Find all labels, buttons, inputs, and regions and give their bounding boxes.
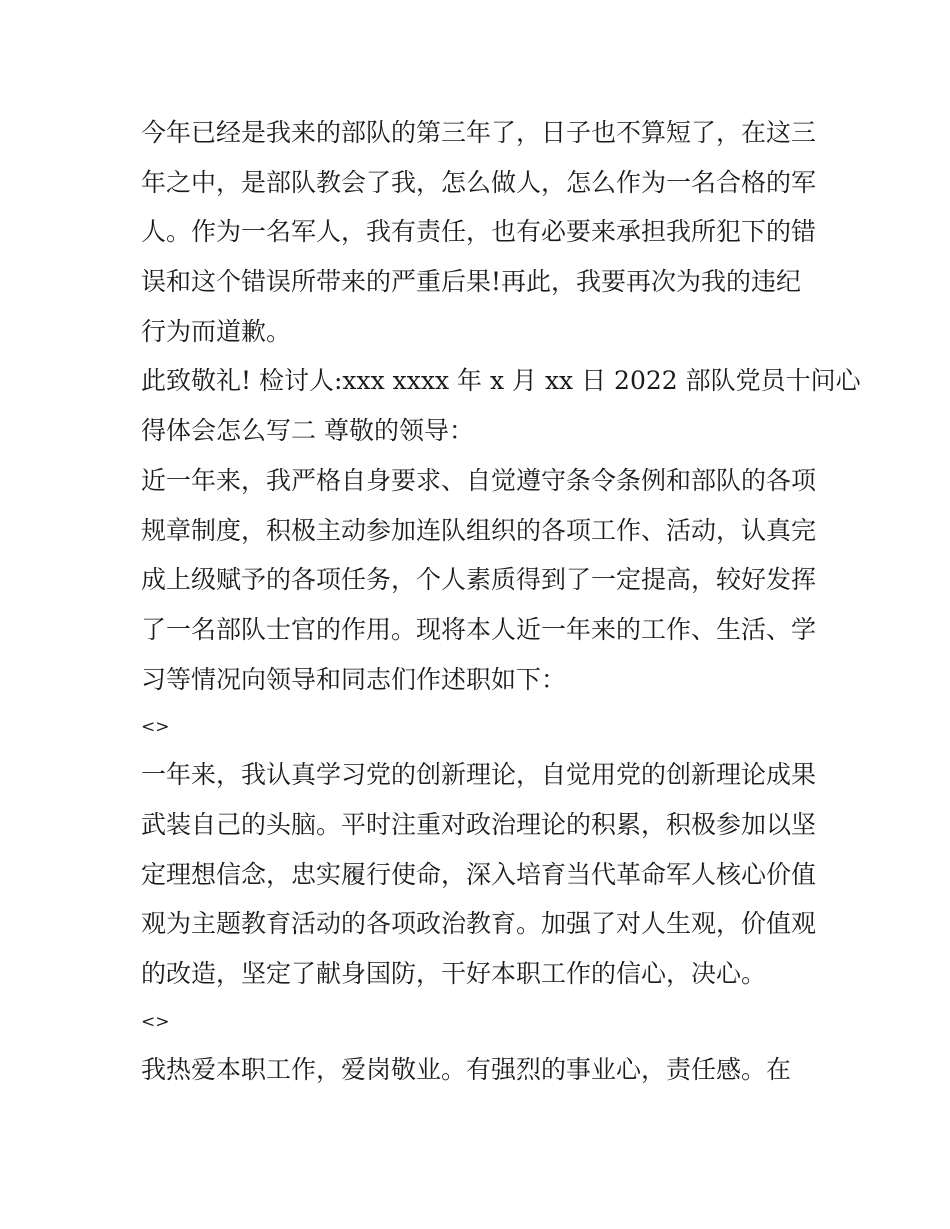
text-line: 武装自己的头脑。平时注重对政治理论的积累，积极参加以坚 [141,809,817,839]
text-line: 人。作为一名军人，我有责任，也有必要来承担我所犯下的错 [141,217,817,247]
text-line: 成上级赋予的各项任务，个人素质得到了一定提高，较好发挥 [141,565,817,595]
text-line: 误和这个错误所带来的严重后果!再此，我要再次为我的违纪 [141,267,802,297]
text-line: 规章制度，积极主动参加连队组织的各项工作、活动，认真完 [141,515,817,545]
text-line: 观为主题教育活动的各项政治教育。加强了对人生观，价值观 [141,909,817,939]
text-line: 此致敬礼! 检讨人:xxx xxxx 年 x 月 xx 日 2022 部队党员十问心 [141,366,861,396]
text-line: 近一年来，我严格自身要求、自觉遵守条令条例和部队的各项 [141,465,817,495]
text-line: 今年已经是我来的部队的第三年了，日子也不算短了，在这三 [141,118,817,147]
text-line: 得体会怎么写二 尊敬的领导： [141,416,474,446]
text-line: 习等情况向领导和同志们作述职如下： [141,664,567,694]
text-line: 的改造，坚定了献身国防，干好本职工作的信心，决心。 [141,959,767,988]
text-line: 我热爱本职工作，爱岗敬业。有强烈的事业心，责任感。在 [141,1054,792,1084]
text-line: 了一名部队士官的作用。现将本人近一年来的工作、生活、学 [141,614,817,644]
text-line: 一年来，我认真学习党的创新理论，自觉用党的创新理论成果 [141,760,817,790]
document-body [141,108,861,1094]
section-marker: <> [141,717,170,738]
section-marker: <> [141,1011,170,1032]
text-line: 年之中，是部队教会了我，怎么做人，怎么作为一名合格的军 [141,167,817,197]
text-line: 行为而道歉。 [141,316,292,346]
text-line: 定理想信念，忠实履行使命，深入培育当代革命军人核心价值 [141,859,817,889]
